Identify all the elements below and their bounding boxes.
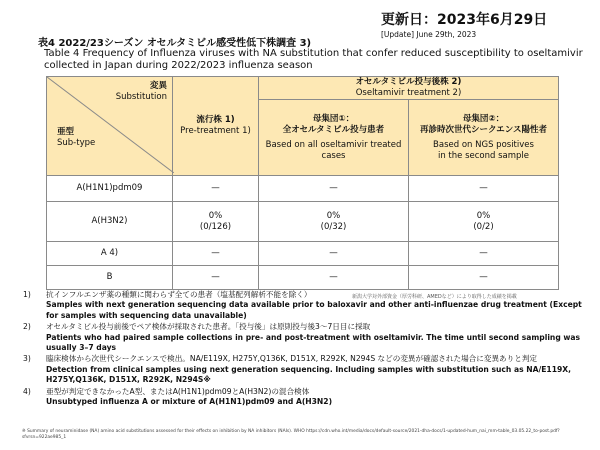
pre-treatment-jp: 流行株 1) bbox=[196, 115, 235, 125]
table-row bbox=[47, 202, 559, 242]
population1-header bbox=[259, 100, 409, 176]
population2-header bbox=[409, 100, 559, 176]
footnote bbox=[20, 322, 590, 353]
cell-pop1 bbox=[259, 202, 409, 242]
cell-percent: 0% bbox=[476, 210, 491, 221]
footnote-number: 2) bbox=[23, 322, 31, 332]
footnote-jp: 臨床検体から次世代シークエンスで検出。NA/E119X, H275Y,Q136K, D151X, R292K, N294S などの変異が確認された場合に変異ありと判定 bbox=[46, 354, 538, 364]
update-box bbox=[381, 12, 593, 40]
population2-desc-en-2: in the second sample bbox=[437, 150, 530, 161]
footnote-jp: 亜型が判定できなかったA型、またはA(H1N1)pdm09とA(H3N2)の混合検体 bbox=[46, 386, 310, 396]
cell-pre: — bbox=[173, 176, 259, 202]
population1-desc-jp: 全オセルタミビル投与患者 bbox=[282, 124, 385, 135]
cell-pop2: — bbox=[409, 176, 559, 202]
footnote-en: Patients who had paired sample collections in pre- and post-treatment with oseltamivir. The time until second sampling was usually 3–7 days bbox=[46, 332, 581, 353]
footnote-number: 4) bbox=[23, 386, 31, 396]
update-date-en: [Update] June 29th, 2023 bbox=[381, 30, 477, 39]
footnote-number: 1) bbox=[23, 290, 31, 299]
cell-pop2: — bbox=[409, 266, 559, 290]
cell-pre: — bbox=[173, 266, 259, 290]
funding-note: 新潟大学対外部資金（厚労科研、AMEDなど）により取得した成績を掲載 bbox=[352, 294, 517, 300]
table-row bbox=[47, 266, 559, 290]
table-title-en: Table 4 Frequency of Influenza viruses with NA substitution that confer reduced susceptibility to oseltamivir collected in Japan during 2022/2023 influenza season bbox=[44, 48, 583, 71]
cell-pop2 bbox=[409, 202, 559, 242]
cell-percent: 0% bbox=[208, 210, 223, 221]
oseltamivir-treatment-header bbox=[259, 77, 559, 100]
update-date: 更新日：2023年6月29日 bbox=[381, 12, 548, 28]
cell-count: (0/126) bbox=[199, 221, 232, 232]
corner-substitution-jp: 変異 bbox=[149, 81, 167, 91]
population2-desc-jp: 再診時次世代シークエンス陽性者 bbox=[419, 124, 548, 135]
corner-subtype-jp: 亜型 bbox=[57, 127, 75, 137]
footnote bbox=[20, 387, 590, 408]
footnotes bbox=[20, 290, 590, 408]
row-label: A(H1N1)pdm09 bbox=[47, 176, 173, 202]
footnote-jp: 抗インフルエンザ薬の種類に関わらず全ての患者（塩基配列解析不能を除く） bbox=[46, 290, 312, 299]
footnote bbox=[20, 290, 590, 321]
oseltamivir-treatment-en: Oseltamivir treatment 2) bbox=[355, 88, 462, 98]
population1-desc-en-2: cases bbox=[321, 150, 346, 161]
resistance-table bbox=[46, 76, 559, 290]
cell-pre: — bbox=[173, 242, 259, 266]
cell-percent: 0% bbox=[326, 210, 341, 221]
corner-header-cell bbox=[47, 77, 173, 176]
table-row bbox=[47, 242, 559, 266]
table-row bbox=[47, 176, 559, 202]
cell-count: (0/2) bbox=[473, 221, 494, 232]
oseltamivir-treatment-jp: オセルタミビル投与後株 2) bbox=[355, 77, 462, 87]
footnote-jp: オセルタミビル投与前後でペア検体が採取された患者。「投与後」は原則投与後3～7日目に採取 bbox=[46, 322, 371, 332]
corner-subtype-en: Sub-type bbox=[57, 138, 96, 148]
population2-label: 母集団②： bbox=[462, 113, 505, 124]
table-title-jp: 表4 2022/23シーズン オセルタミビル感受性低下株調査 3) bbox=[38, 38, 312, 49]
pre-treatment-en: Pre-treatment 1) bbox=[180, 126, 251, 136]
footnote bbox=[20, 354, 590, 385]
corner-substitution-en: Substitution bbox=[115, 92, 167, 102]
row-label: A 4) bbox=[47, 242, 173, 266]
cell-pop1: — bbox=[259, 242, 409, 266]
footnote-en: Detection from clinical samples using next generation sequencing. Including samples with substitution such as NA/E119X, H275Y,Q136K, D151X, R292K, N294S※ bbox=[46, 364, 572, 385]
row-label: A(H3N2) bbox=[47, 202, 173, 242]
footnote-en: Unsubtyped influenza A or mixture of A(H1N1)pdm09 and A(H3N2) bbox=[46, 397, 333, 407]
source-reference: ※ Summary of neuraminidase (NA) amino acid substitutions assessed for their effects on inhibition by NA inhibitors (NAIs). WHO https://cdn.who.int/media/docs/default-source/2021-dha-docs/1-updated-hum_nai_mm-table_03.05.22_to-post.pdf?sfvrsn=922ae985_1 bbox=[22, 429, 560, 440]
cell-pop1: — bbox=[259, 176, 409, 202]
cell-pop1: — bbox=[259, 266, 409, 290]
row-label: B bbox=[47, 266, 173, 290]
footnote-number: 3) bbox=[23, 354, 31, 364]
cell-pop2: — bbox=[409, 242, 559, 266]
population1-label: 母集団①： bbox=[312, 113, 355, 124]
pre-treatment-header bbox=[173, 77, 259, 176]
cell-count: (0/32) bbox=[320, 221, 347, 232]
population2-desc-en-1: Based on NGS positives bbox=[433, 139, 534, 150]
population1-desc-en-1: Based on all oseltamivir treated bbox=[265, 139, 402, 150]
footnote-en: Samples with next generation sequencing data available prior to baloxavir and other anti-influenzae drug treatment (Except for samples with sequencing data unavailable) bbox=[46, 300, 582, 320]
cell-pre bbox=[173, 202, 259, 242]
